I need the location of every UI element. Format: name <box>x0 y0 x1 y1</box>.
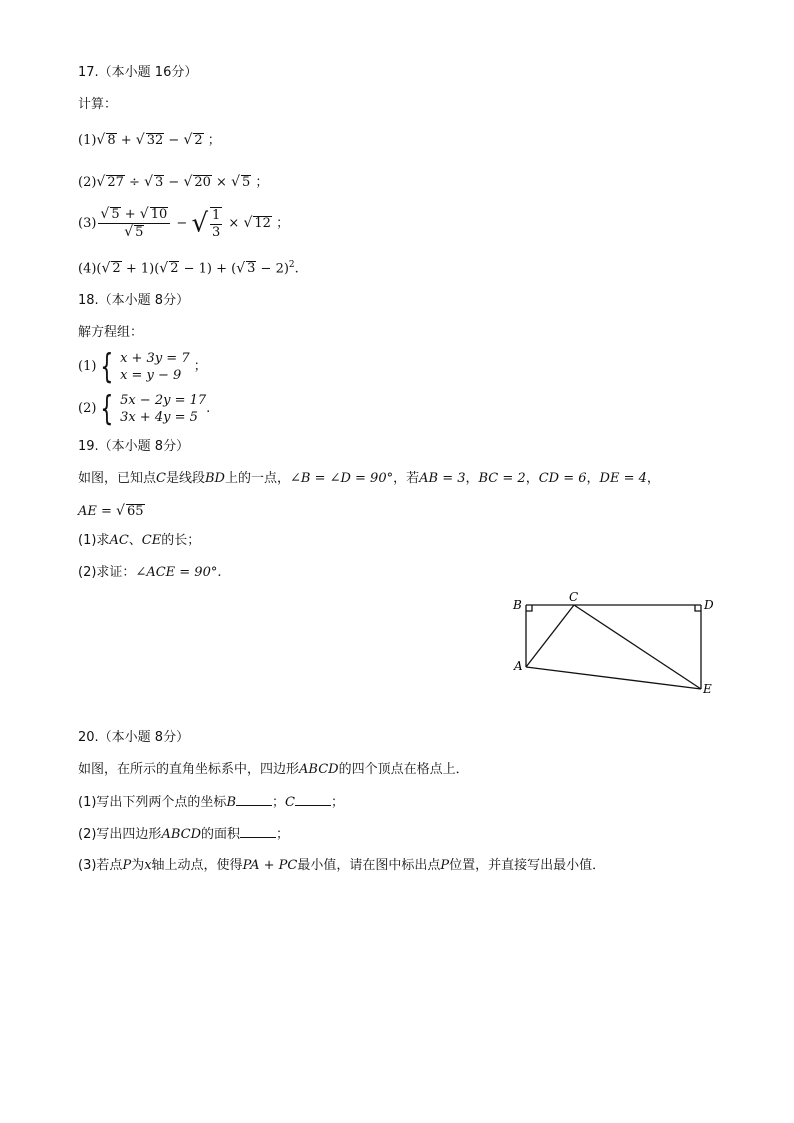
q19-p1-text-b: 的长； <box>161 533 201 548</box>
q19-stem <box>78 470 660 488</box>
q18-part-1: (1) { x + 3y = 7 x = y − 9 ； <box>78 347 207 387</box>
q20-p3-p2: P <box>440 858 450 873</box>
q19-p2-angle: ∠ACE = 90°. <box>135 565 222 580</box>
q19-part-1 <box>78 532 200 550</box>
q17-p1-end: ； <box>207 133 221 148</box>
q20-part-1 <box>78 793 344 812</box>
q17-p4-label: (4) <box>78 261 97 277</box>
q20-stem-b: 的四个顶点在格点上． <box>338 762 469 777</box>
q20-p1-c: C <box>285 795 295 810</box>
label-a: A <box>514 659 523 673</box>
q19-p2-label: (2) <box>78 565 97 580</box>
q20-p2-blank-area[interactable] <box>240 825 276 838</box>
q20-stem-a: 如图，在所示的直角坐标系中，四边形 <box>78 762 300 777</box>
q20-part-2 <box>78 825 289 844</box>
q20-stem-abcd: ABCD <box>299 762 339 777</box>
q17-p3-fraction: $\frac{√ 5 + √ 10}{√ 5}$ <box>98 206 170 241</box>
q20-p3-p: P <box>122 858 132 873</box>
q20-p1-blank-b[interactable] <box>236 793 272 806</box>
q17-part-3: (3) $\frac{√ 5 + √ 10}{√ 5}$ − √ $\frac{1}{3}$ × √ 12 ； <box>78 206 290 240</box>
q20-part-3 <box>78 857 605 875</box>
q18-p1-label: (1) <box>78 359 97 374</box>
q19-comma-2: ， <box>525 471 539 486</box>
q19-bc: BC = 2 <box>478 471 526 486</box>
right-angle-d-mark <box>695 605 701 611</box>
q19-p1-label: (1) <box>78 533 97 548</box>
q20-p1-b: B <box>226 795 236 810</box>
q20-p1-label: (1) <box>78 795 97 810</box>
q20-p3-text-e: 位置，并直接写出最小值． <box>449 858 606 873</box>
q20-p3-text-c: 轴上动点，使得 <box>151 858 243 873</box>
q19-stem-e: ，若 <box>393 471 420 486</box>
q19-stem-bd: BD <box>204 471 225 486</box>
q19-p1-sep: 、 <box>128 533 142 548</box>
q17-p1-label: (1) <box>78 133 97 148</box>
q17-p2-label: (2) <box>78 175 97 190</box>
q19-p1-ac: AC <box>109 533 129 548</box>
q19-comma-1: ， <box>465 471 479 486</box>
segment-ce <box>574 605 701 689</box>
segment-ae <box>526 667 701 689</box>
q20-p3-x: x <box>144 858 152 873</box>
q17-part-4: (4)(√ 2 + 1)(√ 2 − 1) + (√ 3 − 2)$^2$. <box>78 260 299 277</box>
q19-stem-a: 如图，已知点 <box>78 471 157 486</box>
right-angle-b-mark <box>526 605 532 611</box>
q17-intro: 计算： <box>78 97 118 112</box>
q20-p2-text: 写出四边形 <box>96 827 162 842</box>
q20-p3-text-a: 若点 <box>96 858 123 873</box>
q18-part-2: (2) { 5x − 2y = 17 3x + 4y = 5 . <box>78 389 211 429</box>
q19-p1-ce: CE <box>141 533 162 548</box>
q20-p2-label: (2) <box>78 827 97 842</box>
label-e: E <box>703 682 712 696</box>
q19-figure <box>505 585 735 700</box>
q19-ab: AB = 3 <box>419 471 466 486</box>
q20-p2-text-b: 的面积 <box>201 827 241 842</box>
q19-ae-lhs: AE = <box>78 504 117 519</box>
q17-p2-end: ； <box>255 175 269 190</box>
q18-p2-eq1: 5x − 2y = 17 <box>120 393 207 408</box>
q19-stem-angles: ∠B = ∠D = 90° <box>289 471 394 486</box>
q17-p3-label: (3) <box>78 216 97 231</box>
q19-stem-c: C <box>156 471 166 486</box>
q19-part-2 <box>78 564 222 582</box>
q20-p1-text: 写出下列两个点的坐标 <box>96 795 227 810</box>
q19-stem-b: 是线段 <box>165 471 205 486</box>
q18-header: 18.（本小题 8分） <box>78 293 190 308</box>
q17-header: 17.（本小题 16分） <box>78 65 198 80</box>
q19-stem-d: 上的一点， <box>224 471 290 486</box>
q19-p1-text-a: 求 <box>96 533 110 548</box>
q17-part-2: (2)√ 27 ÷ √ 3 − √ 20 × √ 5 ； <box>78 174 269 190</box>
q19-p2-text: 求证： <box>96 565 136 580</box>
q18-p1-eq1: x + 3y = 7 <box>120 351 190 366</box>
q20-p3-text-d: 最小值，请在图中标出点 <box>297 858 441 873</box>
label-c: C <box>569 590 579 604</box>
q20-p3-text-b: 为 <box>131 858 145 873</box>
q18-p2-label: (2) <box>78 401 97 416</box>
q20-p1-sep: ； <box>272 795 286 810</box>
q18-p2-end: . <box>206 401 211 416</box>
q20-header: 20.（本小题 8分） <box>78 730 190 745</box>
q19-header: 19.（本小题 8分） <box>78 439 190 454</box>
q17-p4-end: . <box>294 261 299 277</box>
q19-ae: AE = √ 65 <box>78 503 144 519</box>
q18-p1-end: ； <box>193 359 207 374</box>
q20-p2-end: ； <box>276 827 290 842</box>
q20-stem <box>78 761 469 779</box>
q19-comma-3: ， <box>586 471 600 486</box>
label-b: B <box>513 598 522 612</box>
segment-ac <box>526 605 574 667</box>
q18-intro: 解方程组： <box>78 325 144 340</box>
q20-p3-label: (3) <box>78 858 97 873</box>
q17-p3-end: ； <box>276 216 290 231</box>
q19-comma-4: ， <box>646 471 660 486</box>
q17-part-1: (1)√ 8 + √ 32 − √ 2 ； <box>78 132 221 148</box>
q19-de: DE = 4 <box>599 471 647 486</box>
q20-p2-abcd: ABCD <box>161 827 201 842</box>
q20-p1-blank-c[interactable] <box>295 793 331 806</box>
q18-p1-eq2: x = y − 9 <box>120 368 182 383</box>
q18-p2-eq2: 3x + 4y = 5 <box>120 410 198 425</box>
q19-ae-rad: 65 <box>126 504 144 519</box>
q19-cd: CD = 6 <box>538 471 587 486</box>
q20-p3-expr: PA + PC <box>242 858 298 873</box>
q20-p1-end: ； <box>330 795 344 810</box>
label-d: D <box>704 598 714 612</box>
